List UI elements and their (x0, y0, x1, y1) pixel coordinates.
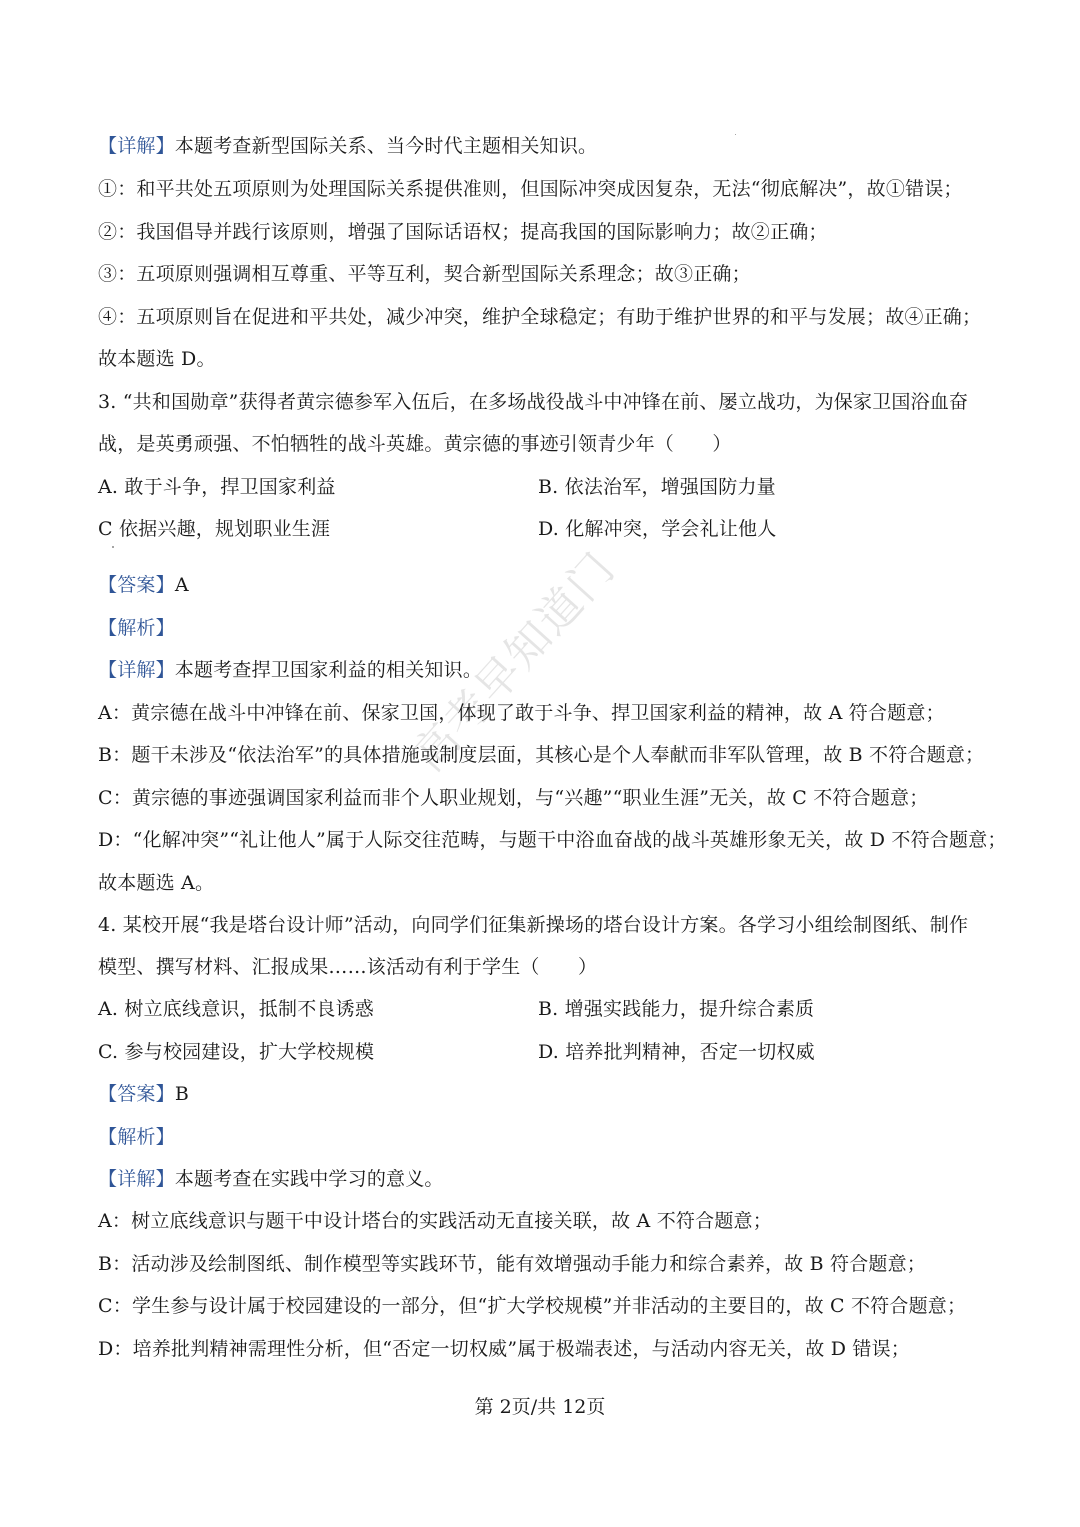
q4-analysis-tag: 【解析】 (98, 1126, 175, 1148)
text-line: ①：和平共处五项原则为处理国际关系提供准则，但国际冲突成因复杂，无法“彻底解决”，故①错误； (98, 178, 963, 200)
detail-line: 【详解】本题考查新型国际关系、当今时代主题相关知识。 (98, 135, 598, 157)
q4-detail: 【详解】本题考查在实践中学习的意义。 (98, 1168, 444, 1190)
q3-analysis-tag: 【解析】 (98, 617, 175, 639)
q3-explain-c: C：黄宗德的事迹强调国家利益而非个人职业规划，与“兴趣”“职业生涯”无关，故 C 不符合题意； (98, 787, 929, 809)
stray-dot (735, 134, 736, 135)
text-line: ③：五项原则强调相互尊重、平等互利，契合新型国际关系理念；故③正确； (98, 263, 751, 285)
q4-option-c: C. 参与校园建设，扩大学校规模 (98, 1041, 375, 1063)
q3-option-b: B. 依法治军，增强国防力量 (538, 476, 776, 498)
q3-answer: 【答案】A (98, 574, 189, 596)
question-4-stem: 模型、撰写材料、汇报成果……该活动有利于学生（ ） (98, 956, 598, 978)
text-line: ②：我国倡导并践行该原则，增强了国际话语权；提高我国的国际影响力；故②正确； (98, 221, 828, 243)
q3-option-c: C 依据兴趣，规划职业生涯 (98, 518, 331, 540)
q4-explain-d: D：培养批判精神需理性分析，但“否定一切权威”属于极端表述，与活动内容无关，故 D 错误； (98, 1338, 910, 1360)
page-footer: 第 2页/共 12页 (474, 1396, 606, 1418)
q3-option-d: D. 化解冲突，学会礼让他人 (538, 518, 777, 540)
q4-explain-c: C：学生参与设计属于校园建设的一部分，但“扩大学校规模”并非活动的主要目的，故 C 不符合题意； (98, 1295, 967, 1317)
stray-dot (112, 546, 114, 548)
q4-answer: 【答案】B (98, 1083, 189, 1105)
question-4-stem: 4. 某校开展“我是塔台设计师”活动，向同学们征集新操场的塔台设计方案。各学习小组绘制图纸、制作 (98, 914, 969, 936)
q3-option-a: A. 敢于斗争，捍卫国家利益 (98, 476, 336, 498)
q3-explain-a: A：黄宗德在战斗中冲锋在前、保家卫国，体现了敢于斗争、捍卫国家利益的精神，故 A 符合题意； (98, 702, 945, 724)
q4-option-a: A. 树立底线意识，抵制不良诱惑 (98, 998, 375, 1020)
q4-option-d: D. 培养批判精神，否定一切权威 (538, 1041, 815, 1063)
text-line: ④：五项原则旨在促进和平共处，减少冲突，维护全球稳定；有助于维护世界的和平与发展；故④正确； (98, 306, 982, 328)
text-line: 故本题选 D。 (98, 348, 216, 370)
q4-explain-a: A：树立底线意识与题干中设计塔台的实践活动无直接关联，故 A 不符合题意； (98, 1210, 772, 1232)
question-3-stem: 战，是英勇顽强、不怕牺牲的战斗英雄。黄宗德的事迹引领青少年（ ） (98, 433, 732, 455)
q4-option-b: B. 增强实践能力，提升综合素质 (538, 998, 815, 1020)
q3-conclusion: 故本题选 A。 (98, 872, 215, 894)
question-3-stem: 3. “共和国勋章”获得者黄宗德参军入伍后，在多场战役战斗中冲锋在前、屡立战功，为保家卫国浴血奋 (98, 391, 969, 413)
q3-detail: 【详解】本题考查捍卫国家利益的相关知识。 (98, 659, 483, 681)
q3-explain-b: B：题干未涉及“依法治军”的具体措施或制度层面，其核心是个人奉献而非军队管理，故 B 不符合题意； (98, 744, 985, 766)
watermark: 高考早知道门 (403, 542, 626, 782)
q4-explain-b: B：活动涉及绘制图纸、制作模型等实践环节，能有效增强动手能力和综合素养，故 B 符合题意； (98, 1253, 927, 1275)
q3-explain-d: D：“化解冲突”“礼让他人”属于人际交往范畴，与题干中浴血奋战的战斗英雄形象无关，故 D 不符合题意； (98, 829, 1007, 851)
